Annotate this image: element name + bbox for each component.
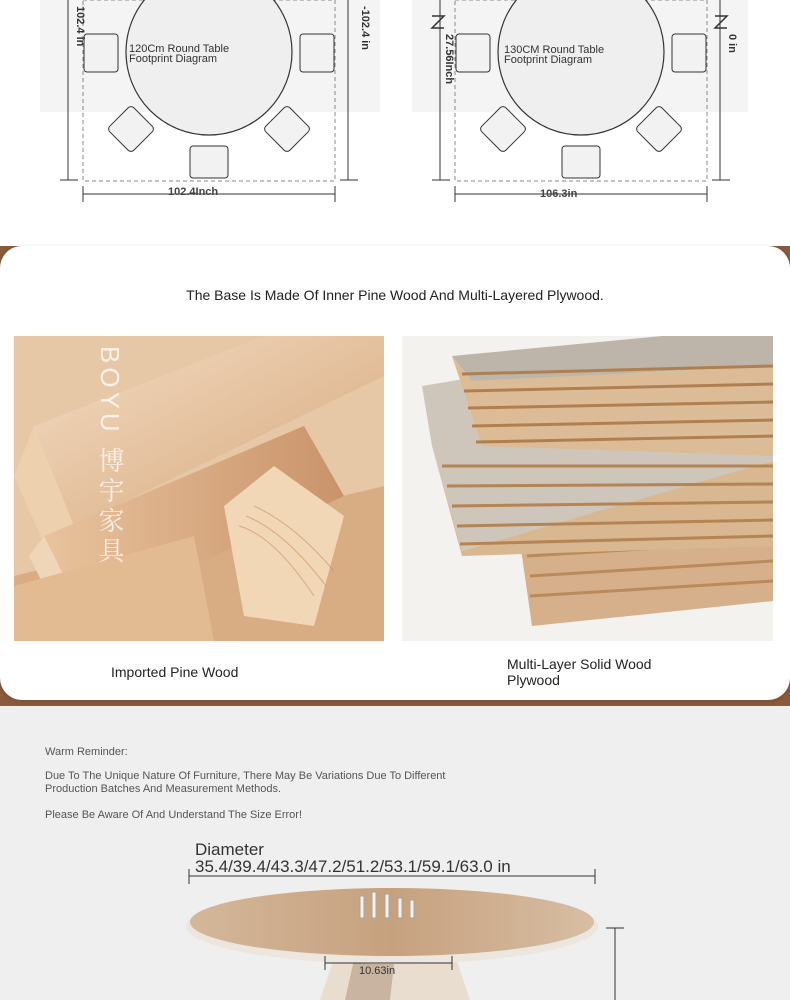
reminder-line1: Due To The Unique Nature Of Furniture, There May Be Variations Due To Different bbox=[45, 770, 446, 782]
reminder-line3: Please Be Aware Of And Understand The Size Error! bbox=[45, 809, 303, 821]
left-diagram-title-line1: 120Cm Round Table bbox=[129, 43, 230, 55]
diameter-dimension-line bbox=[189, 869, 595, 884]
boyu-watermark: BOYU 博宇家具 bbox=[95, 346, 125, 567]
plywood-image bbox=[402, 336, 773, 641]
plywood-illustration bbox=[402, 336, 773, 641]
pine-wood-illustration bbox=[14, 336, 384, 641]
pine-wood-caption: Imported Pine Wood bbox=[111, 664, 239, 680]
reminder-line2: Production Batches And Measurement Methods. bbox=[45, 783, 282, 795]
left-diagram-title-line2: Footprint Diagram bbox=[129, 53, 218, 65]
plywood-caption-line1: Multi-Layer Solid Wood bbox=[507, 656, 652, 672]
right-diagram-title-line2: Footprint Diagram bbox=[504, 54, 593, 66]
right-diagram-dim-right: 0 in bbox=[726, 34, 738, 53]
plywood-caption-line2: Plywood bbox=[507, 672, 560, 688]
left-diagram-dim-left: 102.4 in bbox=[74, 6, 86, 47]
base-dimension-label: 10.63in bbox=[359, 965, 396, 977]
right-diagram-dim-left: 27.56Inch bbox=[443, 34, 455, 85]
plywood-caption bbox=[507, 656, 651, 688]
right-diagram-title bbox=[504, 45, 604, 65]
pine-wood-image bbox=[14, 336, 384, 641]
reminder-title: Warm Reminder: bbox=[45, 746, 128, 758]
left-diagram-dim-right: -102.4 in bbox=[359, 6, 371, 51]
right-diagram-dim-bottom: 106.3in bbox=[540, 188, 578, 200]
left-diagram-dim-bottom: 102.4Inch bbox=[168, 186, 219, 198]
table-top bbox=[190, 888, 594, 956]
left-diagram-title bbox=[129, 44, 229, 64]
diameter-values: 35.4/39.4/43.3/47.2/51.2/53.1/59.1/63.0 in bbox=[195, 857, 511, 876]
table-illustration bbox=[0, 857, 790, 1000]
footprint-section bbox=[0, 0, 790, 246]
materials-heading: The Base Is Made Of Inner Pine Wood And Multi-Layered Plywood. bbox=[186, 287, 604, 303]
right-diagram-title-line1: 130CM Round Table bbox=[504, 44, 605, 56]
height-dimension-line bbox=[606, 928, 624, 1000]
footprint-diagrams bbox=[0, 0, 790, 246]
diameter-label: Diameter bbox=[195, 840, 264, 859]
